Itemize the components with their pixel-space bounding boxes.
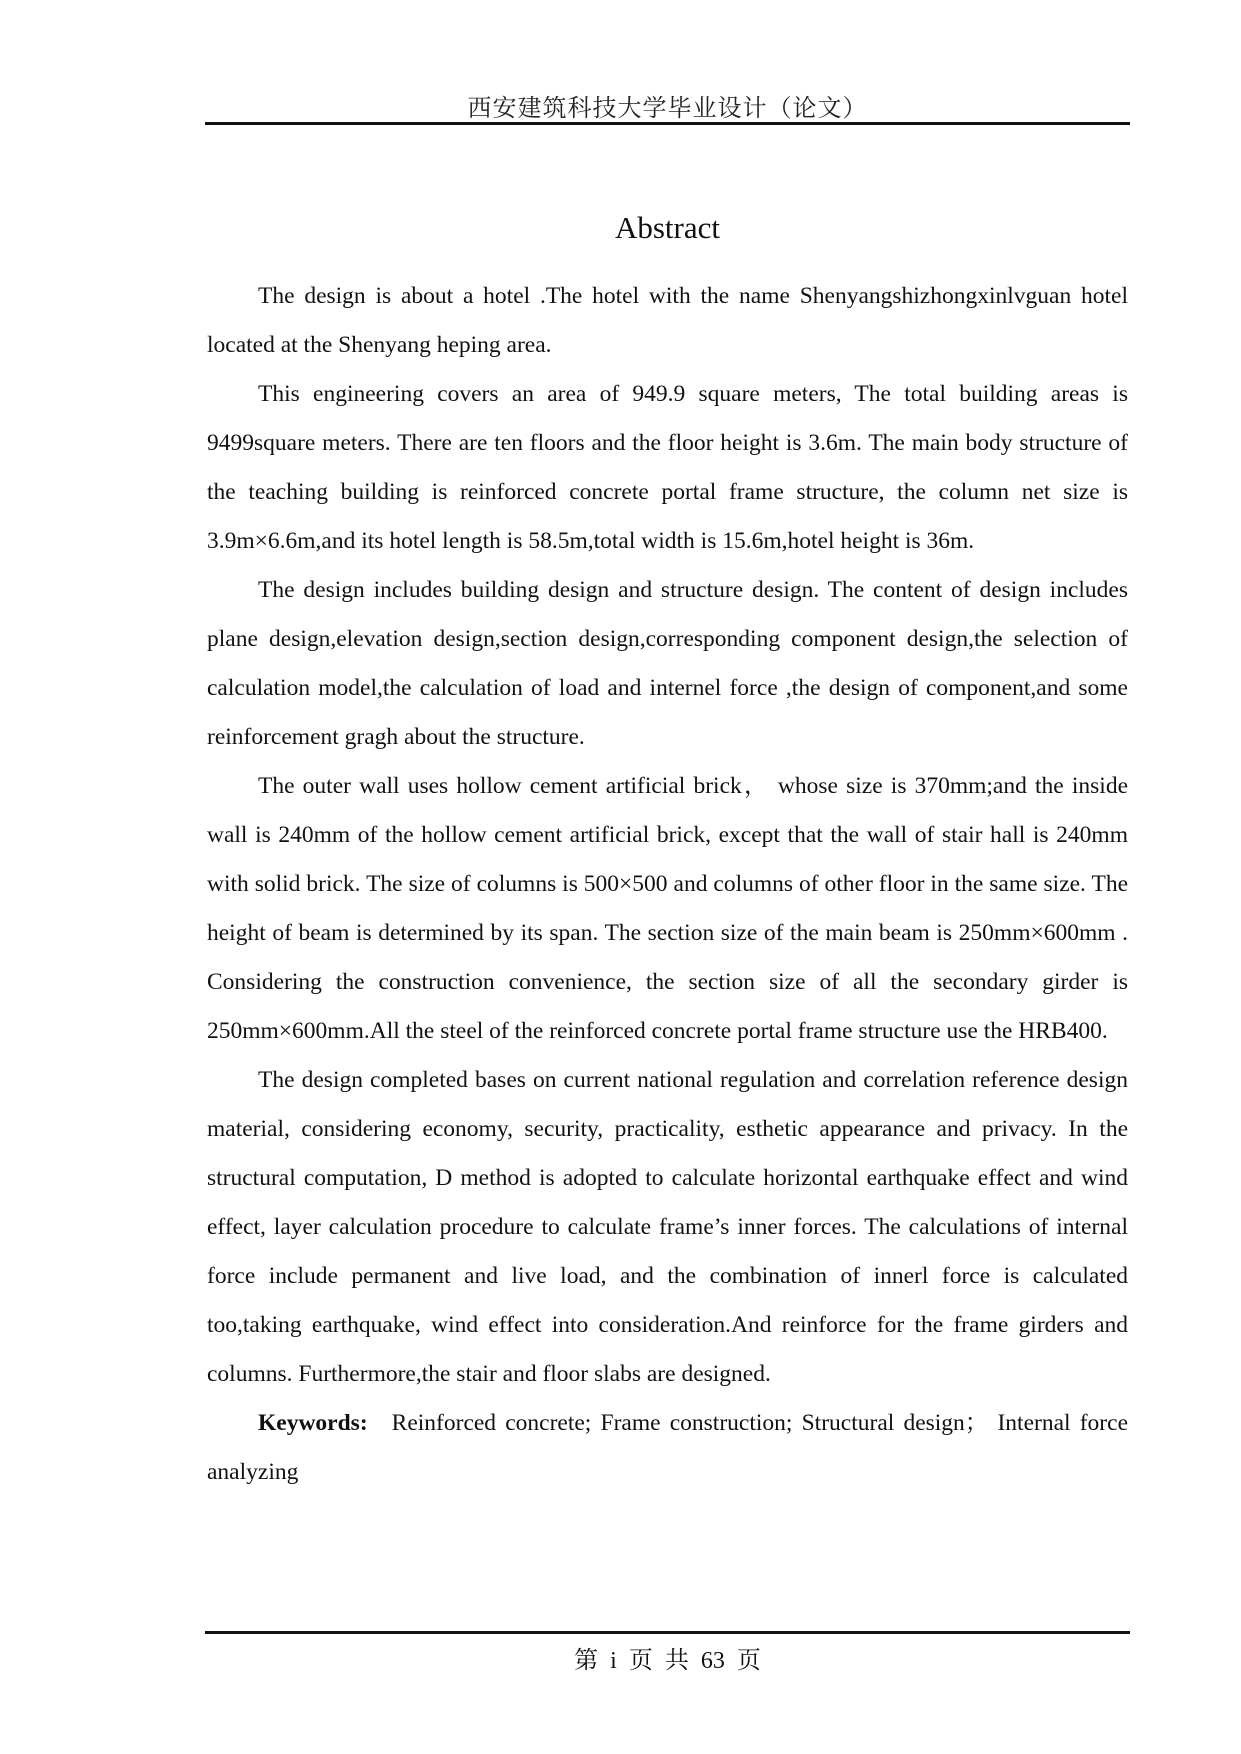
abstract-paragraph-1: The design is about a hotel .The hotel with the name Shenyangshizhongxinlvguan hotel located at the Shenyang heping area. — [207, 283, 1128, 358]
abstract-paragraph-3: The design includes building design and structure design. The content of design includes plane design,elevation design,section design,corresponding component design,the selection of calculation model,the calculation of load and internel force ,the design of component,and some reinforcement gragh about the structure. — [207, 577, 1128, 750]
running-header: 西安建筑科技大学毕业设计（论文） — [467, 96, 868, 122]
header-rule — [205, 122, 1130, 125]
abstract-title: Abstract — [614, 210, 721, 245]
abstract-paragraph-2: This engineering covers an area of 949.9 square meters, The total building areas is 9499square meters. There are ten floors and the floor height is 3.6m. The main body structure of the teaching building is reinforced concrete portal frame structure, the column net size is 3.9m×6.6m,and its hotel length is 58.5m,total width is 15.6m,hotel height is 36m. — [207, 381, 1128, 554]
keywords-paragraph — [207, 1399, 1128, 1497]
abstract-paragraph-4: The outer wall uses hollow cement artificial brick， whose size is 370mm;and the inside wall is 240mm of the hollow cement artificial brick, except that the wall of stair hall is 240mm with solid brick. The size of columns is 500×500 and columns of other floor in the same size. The height of beam is determined by its span. The section size of the main beam is 250mm×600mm . Considering the construction convenience, the section size of all the secondary girder is 250mm×600mm.All the steel of the reinforced concrete portal frame structure use the HRB400. — [207, 773, 1128, 1044]
abstract-body — [207, 272, 1128, 1497]
page-number-footer: 第 i 页 共 63 页 — [574, 1648, 761, 1674]
footer-rule — [205, 1631, 1130, 1634]
keywords-label: Keywords: — [258, 1410, 368, 1436]
keywords-text: Reinforced concrete; Frame construction; Structural design； Internal force analyzing — [207, 1410, 1128, 1485]
abstract-paragraph-5: The design completed bases on current national regulation and correlation reference design material, considering economy, security, practicality, esthetic appearance and privacy. In the structural computation, D method is adopted to calculate horizontal earthquake effect and wind effect, layer calculation procedure to calculate frame’s inner forces. The calculations of internal force include permanent and live load, and the combination of innerl force is calculated too,taking earthquake, wind effect into consideration.And reinforce for the frame girders and columns. Furthermore,the stair and floor slabs are designed. — [207, 1067, 1128, 1387]
